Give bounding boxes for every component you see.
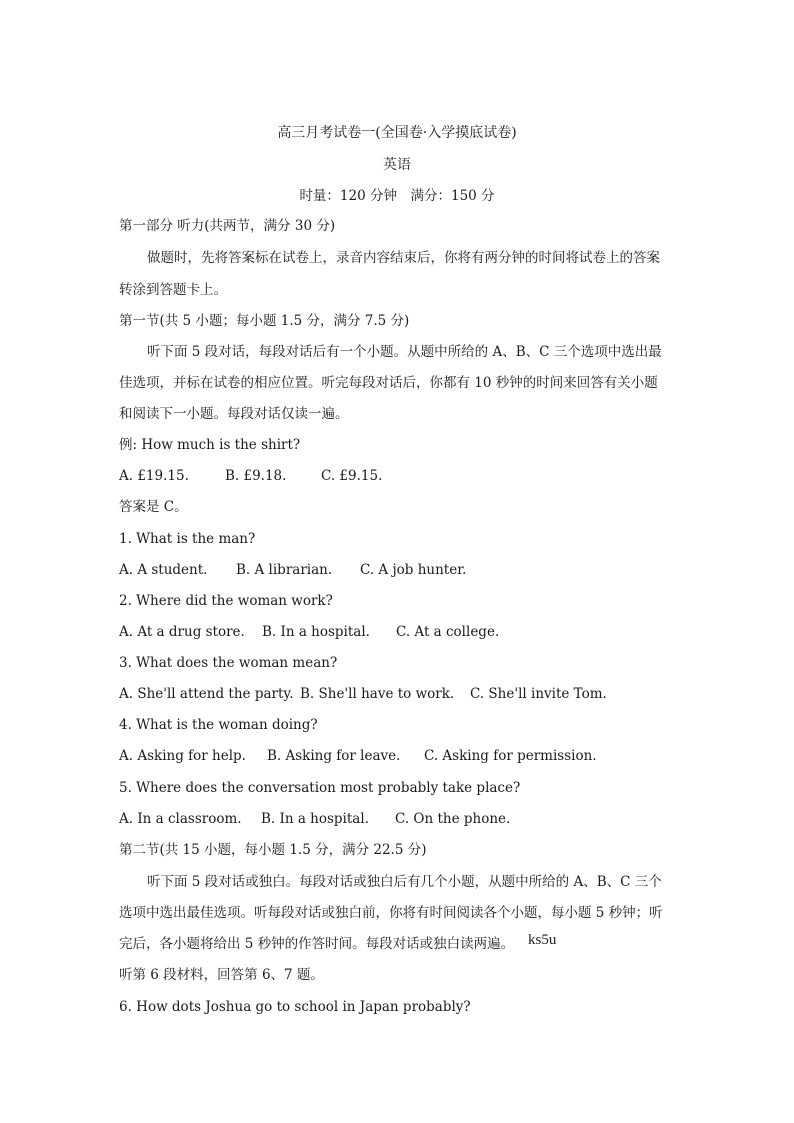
question-1-options xyxy=(119,561,466,579)
example-option-a: A. £19.15. xyxy=(119,468,189,484)
q4-option-a: A. Asking for help. xyxy=(119,748,246,764)
q5-option-a: A. In a classroom. xyxy=(119,811,242,827)
question-4-options xyxy=(119,747,597,765)
q4-option-b: B. Asking for leave. xyxy=(267,748,401,764)
q5-option-c: C. On the phone. xyxy=(395,811,511,827)
part1-intro-line1: 做题时，先将答案标在试卷上，录音内容结束后，你将有两分钟的时间将试卷上的答案 xyxy=(147,250,660,266)
q2-option-b: B. In a hospital. xyxy=(262,624,370,640)
q2-option-c: C. At a college. xyxy=(396,624,500,640)
question-6: 6. How dots Joshua go to school in Japan probably? xyxy=(119,999,471,1015)
q4-option-c: C. Asking for permission. xyxy=(424,748,597,764)
q1-option-a: A. A student. xyxy=(119,562,208,578)
section2-instr-line3: 完后，各小题将给出 5 秒钟的作答时间。每段对话或独白读两遍。 xyxy=(119,936,515,952)
section1-heading: 第一节(共 5 小题；每小题 1.5 分，满分 7.5 分) xyxy=(119,313,410,329)
exam-title: 高三月考试卷一(全国卷·入学摸底试卷) xyxy=(277,125,517,141)
q3-option-a: A. She'll attend the party. xyxy=(119,686,294,702)
section2-instr-line1: 听下面 5 段对话或独白。每段对话或独白后有几个小题，从题中所给的 A、B、C 三个 xyxy=(147,874,662,890)
example-option-c: C. £9.15. xyxy=(321,468,383,484)
q5-option-b: B. In a hospital. xyxy=(261,811,369,827)
example-question: 例: How much is the shirt? xyxy=(119,437,301,453)
section1-instr-line3: 和阅读下一小题。每段对话仅读一遍。 xyxy=(119,406,349,422)
example-answer: 答案是 C。 xyxy=(119,499,188,515)
q3-option-b: B. She'll have to work. xyxy=(300,686,455,702)
subject-title: 英语 xyxy=(383,157,411,173)
material-6-label: 听第 6 段材料，回答第 6、7 题。 xyxy=(119,967,324,983)
section2-heading: 第二节(共 15 小题，每小题 1.5 分，满分 22.5 分) xyxy=(119,842,427,858)
question-2: 2. Where did the woman work? xyxy=(119,593,333,609)
part1-heading: 第一部分 听力(共两节，满分 30 分) xyxy=(119,218,336,234)
q1-option-b: B. A librarian. xyxy=(236,562,333,578)
section1-instr-line1: 听下面 5 段对话，每段对话后有一个小题。从题中所给的 A、B、C 三个选项中选出最 xyxy=(147,344,662,360)
question-5: 5. Where does the conversation most probably take place? xyxy=(119,780,521,796)
q2-option-a: A. At a drug store. xyxy=(119,624,245,640)
question-3-options xyxy=(119,685,607,703)
part1-intro-line2: 转涂到答题卡上。 xyxy=(119,282,227,298)
section2-instr-line2: 选项中选出最佳选项。听每段对话或独白前，你将有时间阅读各个小题，每小题 5 秒钟；听 xyxy=(119,905,663,921)
q1-option-c: C. A job hunter. xyxy=(360,562,467,578)
question-4: 4. What is the woman doing? xyxy=(119,717,318,733)
q3-option-c: C. She'll invite Tom. xyxy=(470,686,607,702)
question-3: 3. What does the woman mean? xyxy=(119,655,338,671)
question-5-options xyxy=(119,810,510,828)
time-info: 时量：120 分钟 满分：150 分 xyxy=(299,188,495,204)
example-option-b: B. £9.18. xyxy=(225,468,287,484)
ks5u-watermark: ks5u xyxy=(528,932,557,948)
example-options xyxy=(119,467,382,485)
section1-instr-line2: 佳选项，并标在试卷的相应位置。听完每段对话后，你都有 10 秒钟的时间来回答有关小题 xyxy=(119,375,658,391)
question-1: 1. What is the man? xyxy=(119,531,256,547)
question-2-options xyxy=(119,623,499,641)
